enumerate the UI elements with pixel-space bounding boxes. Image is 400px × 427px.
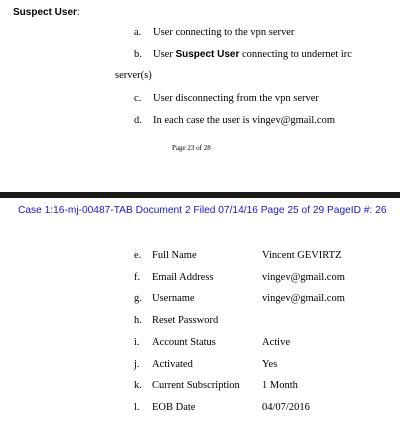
list-letter: a. [134, 27, 142, 38]
field-label: Activated [152, 359, 193, 370]
field-letter: h. [134, 315, 142, 326]
section-heading [13, 7, 80, 18]
field-label: Current Subscription [152, 380, 240, 391]
list-letter: c. [134, 93, 142, 104]
page-footer: Page 23 of 28 [172, 144, 211, 152]
list-text: User disconnecting from the vpn server [153, 93, 319, 104]
page-separator [0, 192, 400, 198]
field-value: Vincent GEVIRTZ [262, 250, 342, 261]
field-value: 04/07/2016 [262, 402, 310, 413]
field-letter: i. [134, 337, 140, 348]
field-label: Username [152, 293, 195, 304]
field-letter: j. [134, 359, 140, 370]
list-letter: d. [134, 115, 142, 126]
field-value: vingev@gmail.com [262, 272, 345, 283]
field-value: vingev@gmail.com [262, 293, 345, 304]
field-letter: g. [134, 293, 142, 304]
heading-text: Suspect User [13, 7, 77, 18]
list-text-pre: User [153, 49, 176, 60]
field-value: Active [262, 337, 290, 348]
field-label: Account Status [152, 337, 216, 348]
field-letter: k. [134, 380, 142, 391]
list-text-post: connecting to undernet irc [239, 49, 352, 60]
field-letter: e. [134, 250, 142, 261]
field-letter: f. [134, 272, 141, 283]
list-text: User connecting to the vpn server [153, 27, 295, 38]
field-value: 1 Month [262, 380, 298, 391]
field-label: Reset Password [152, 315, 219, 326]
list-text: In each case the user is vingev@gmail.com [153, 115, 335, 126]
field-value: Yes [262, 359, 278, 370]
field-letter: l. [134, 402, 140, 413]
list-text [153, 49, 352, 60]
field-label: Email Address [152, 272, 214, 283]
field-label: Full Name [152, 250, 197, 261]
heading-colon: : [76, 7, 80, 18]
list-item-b-continuation: server(s) [115, 70, 152, 81]
list-letter: b. [134, 49, 142, 60]
case-header: Case 1:16-mj-00487-TAB Document 2 Filed 07/14/16 Page 25 of 29 PageID #: 26 [18, 205, 387, 216]
list-text-bold: Suspect User [175, 49, 240, 60]
field-label: EOB Date [152, 402, 196, 413]
